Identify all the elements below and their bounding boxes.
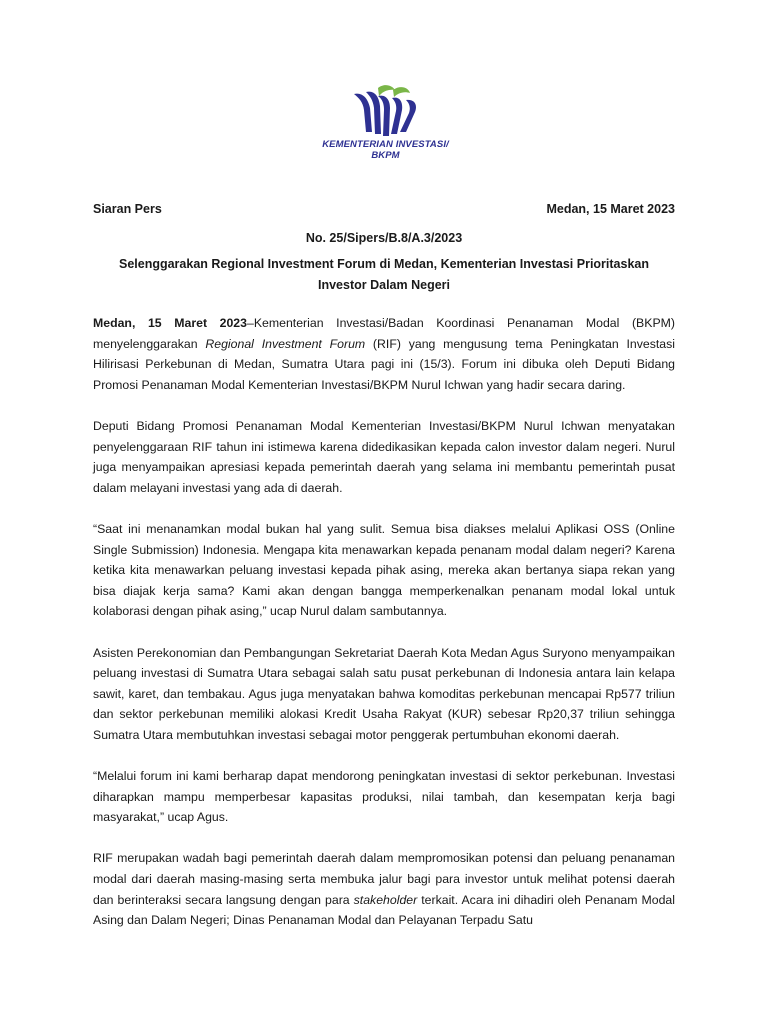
- paragraph-6: RIF merupakan wadah bagi pemerintah daerah dalam mempromosikan potensi dan peluang penanaman modal dari daerah masing-masing serta membuka jalur bagi para investor untuk melihat potensi daerah dan berinteraksi secara langsung dengan para stakeholder terkait. Acara ini dihadiri oleh Penanam Modal Asing dan Dalam Negeri; Dinas Penanaman Modal dan Pelayanan Terpadu Satu: [93, 851, 676, 928]
- event-name: Regional Investment Forum: [205, 336, 366, 351]
- paragraph-3: “Saat ini menanamkan modal bukan hal yang sulit. Semua bisa diakses melalui Aplikasi OSS (Online Single Submission) Indonesia. Mengapa kita menawarkan kepada penanam modal dalam negeri? Karena ketika kita menawarkan peluang investasi kepada pihak asing, mereka akan bertanya siapa rekan yang bisa diajak kerja sama? Kami akan dengan bangga memperkenalkan penanam modal lokal untuk kolaborasi dengan pihak asing,” ucap Nurul dalam sambutannya.: [93, 521, 675, 619]
- logo-text: [318, 139, 453, 161]
- press-release-label: Siaran Pers: [93, 202, 162, 216]
- stakeholder-term: stakeholder: [353, 892, 418, 907]
- paragraph-1: Medan, 15 Maret 2023–Kementerian Investasi/Badan Koordinasi Penanaman Modal (BKPM) menyelenggarakan Regional Investment Forum (RIF) yang mengusung tema Peningkatan Investasi Hilirisasi Perkebunan di Medan, Sumatra Utara pagi ini (15/3). Forum ini dibuka oleh Deputi Bidang Promosi Penanaman Modal Kementerian Investasi/BKPM Nurul Ichwan yang hadir secara daring.: [93, 316, 675, 392]
- logo-line-2: BKPM: [371, 150, 400, 161]
- document-title: Selenggarakan Regional Investment Forum di Medan, Kementerian Investasi Prioritaskan Investor Dalam Negeri: [118, 257, 650, 292]
- dateline: Medan, 15 Maret 2023: [93, 316, 247, 330]
- ministry-logo: [318, 84, 453, 164]
- paragraph-2: Deputi Bidang Promosi Penanaman Modal Kementerian Investasi/BKPM Nurul Ichwan menyatakan penyelenggaraan RIF tahun ini istimewa karena didedikasikan kepada calon investor dalam negeri. Nurul juga menyampaikan apresiasi kepada pemerintah daerah yang selama ini membantu pemerintah pusat dalam melayani investasi yang ada di daerah.: [93, 418, 675, 495]
- document-body: [93, 313, 675, 931]
- paragraph-5: “Melalui forum ini kami berharap dapat mendorong peningkatan investasi di sektor perkebunan. Investasi diharapkan mampu memperbesar kapasitas produksi, nilai tambah, dan kesempatan kerja bagi masyarakat,” ucap Agus.: [93, 769, 675, 825]
- document-number: No. 25/Sipers/B.8/A.3/2023: [305, 231, 463, 245]
- paragraph-4: Asisten Perekonomian dan Pembangungan Sekretariat Daerah Kota Medan Agus Suryono menyampaikan peluang investasi di Sumatra Utara sebagai salah satu pusat perkebunan di Indonesia antara lain kelapa sawit, karet, dan tembakau. Agus juga menyatakan bahwa komoditas perkebunan mencapai Rp577 triliun dan sektor perkebunan memiliki alokasi Kredit Usaha Rakyat (KUR) sebesar Rp20,37 triliun sehingga Sumatra Utara membutuhkan investasi sebagai motor penggerak pertumbuhan ekonomi daerah.: [93, 645, 675, 742]
- logo-line-1: KEMENTERIAN INVESTASI/: [322, 139, 449, 150]
- place-date: Medan, 15 Maret 2023: [546, 202, 675, 216]
- ministry-emblem-icon: [348, 84, 423, 139]
